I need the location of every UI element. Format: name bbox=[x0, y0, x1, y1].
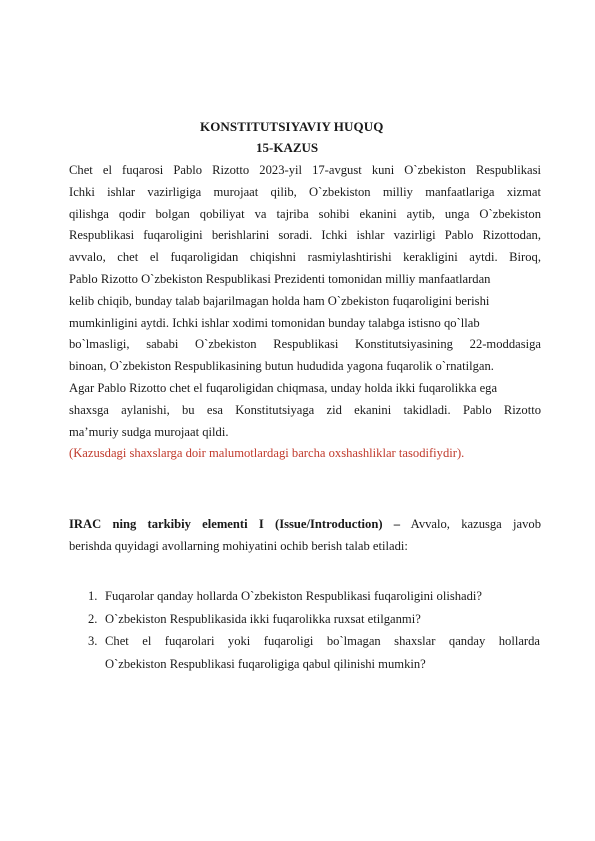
case-line: avvalo, chet el fuqaroligidan chiqishni rasmiylashtirishi kerakligini aytdi. Biroq, bbox=[69, 250, 541, 265]
case-line: Chet el fuqarosi Pablo Rizotto 2023-yil 17-avgust kuni O`zbekiston Respublikasi bbox=[69, 163, 541, 177]
case-line: kelib chiqib, bunday talab bajarilmagan holda ham O`zbekiston fuqaroligini berishi bbox=[69, 293, 490, 308]
question-item bbox=[88, 630, 540, 675]
question-number: 3. bbox=[88, 634, 98, 648]
question-item bbox=[88, 608, 540, 631]
case-line: ma’muriy sudga murojaat qildi. bbox=[69, 424, 229, 439]
question-text: O`zbekiston Respublikasida ikki fuqarolikka ruxsat etilganmi? bbox=[105, 611, 421, 626]
case-line: shaxsga aylanishi, bu esa Konstitutsiyaga zid ekanini takidladi. Pablo Rizotto bbox=[69, 402, 541, 417]
case-line: Pablo Rizotto O`zbekiston Respublikasi Prezidenti tomonidan milliy manfaatlardan bbox=[69, 271, 491, 286]
irac-section bbox=[69, 513, 541, 557]
case-number: 15-KAZUS bbox=[256, 140, 319, 155]
case-line: qilishga qodir bolgan qobiliyat va tajriba sohibi ekanini aytib, unga O`zbekiston bbox=[69, 206, 541, 221]
question-text: Chet el fuqarolari yoki fuqaroligi bo`lmagan shaxslar qanday hollarda bbox=[105, 634, 540, 648]
case-line: bo`lmasligi, sababi O`zbekiston Respublikasi Konstitutsiyasining 22-moddasiga bbox=[69, 337, 541, 352]
irac-intro-line bbox=[69, 513, 541, 535]
case-line: mumkinligini aytdi. Ichki ishlar xodimi tomonidan bunday talabga istisno qo`llab bbox=[69, 315, 480, 330]
case-line: binoan, O`zbekiston Respublikasining butun hududida yagona fuqarolik o`rnatilgan. bbox=[69, 359, 494, 374]
question-text: Fuqarolar qanday hollarda O`zbekiston Respublikasi fuqaroligini olishadi? bbox=[105, 589, 483, 603]
irac-intro-text: Avvalo, kazusga javob bbox=[400, 517, 542, 531]
disclaimer-note: (Kazusdagi shaxslarga doir malumotlardagi barcha oxshashliklar tasodifiydir). bbox=[69, 446, 465, 461]
question-text: O`zbekiston Respublikasi fuqaroligiga qabul qilinishi mumkin? bbox=[105, 656, 426, 671]
document-title: KONSTITUTSIYAVIY HUQUQ bbox=[200, 119, 384, 134]
question-item bbox=[88, 585, 540, 608]
irac-heading: IRAC ning tarkibiy elementi I (Issue/Introduction) – bbox=[69, 517, 401, 531]
case-line: Respublikasi fuqaroligini berishlarini soradi. Ichki ishlar vazirligi Pablo Rizottodan, bbox=[69, 228, 541, 243]
question-list bbox=[88, 585, 540, 675]
question-number: 2. bbox=[88, 611, 98, 626]
question-number: 1. bbox=[88, 589, 98, 603]
case-line: Ichki ishlar vazirligiga murojaat qilib, O`zbekiston milliy manfaatlariga xizmat bbox=[69, 184, 541, 199]
case-text bbox=[69, 160, 541, 465]
case-line: Agar Pablo Rizotto chet el fuqaroligidan chiqmasa, unday holda ikki fuqarolikka ega bbox=[69, 380, 498, 395]
irac-intro-line2: berishda quyidagi avollarning mohiyatini ochib berish talab etiladi: bbox=[69, 539, 408, 553]
